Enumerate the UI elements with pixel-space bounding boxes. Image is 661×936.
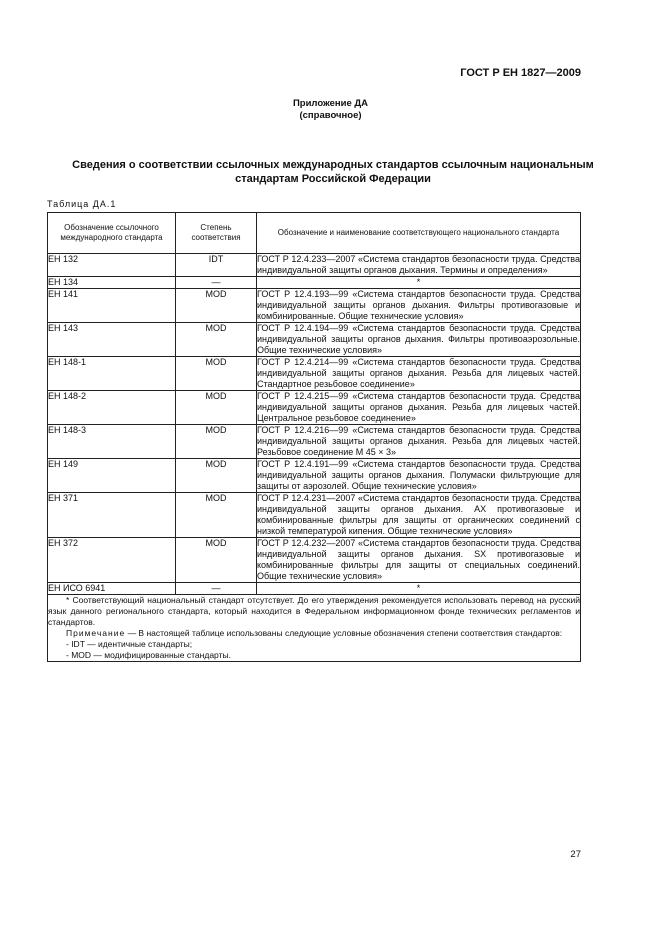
degree-cell: MOD [176,323,257,357]
national-cell: * [257,277,581,289]
ref-cell: ЕН 134 [48,277,176,289]
appendix-header [0,98,661,122]
table-row [48,323,581,357]
table-row [48,289,581,323]
degree-cell: MOD [176,289,257,323]
table-row [48,583,581,595]
heading-line-1: Сведения о соответствии ссылочных международных стандартов ссылочным национальным [72,159,594,171]
table-footer-row [48,595,581,662]
degree-cell: MOD [176,493,257,538]
degree-cell: — [176,277,257,289]
degree-cell: MOD [176,391,257,425]
column-header-ref: Обозначение ссылочного международного стандарта [48,213,176,254]
table-row [48,538,581,583]
ref-cell: ЕН 148-1 [48,357,176,391]
national-cell: ГОСТ Р 12.4.215—99 «Система стандартов безопасности труда. Средства индивидуальной защиты органов дыхания. Резьба для лицевых частей. Центральное резьбовое соединение» [257,391,580,423]
legend-item: - IDT — идентичные стандарты; [66,639,193,649]
ref-cell: ЕН 372 [48,538,176,583]
national-cell: ГОСТ Р 12.4.194—99 «Система стандартов безопасности труда. Средства индивидуальной защиты органов дыхания. Фильтры противоаэрозольные. Общие технические условия» [257,323,580,355]
table-header-row [48,213,581,254]
ref-cell: ЕН 141 [48,289,176,323]
ref-cell: ЕН 148-3 [48,425,176,459]
national-cell: ГОСТ Р 12.4.216—99 «Система стандартов безопасности труда. Средства индивидуальной защиты органов дыхания. Резьба для лицевых частей. Резьбовое соединение М 45 × 3» [257,425,580,457]
table-caption: Таблица ДА.1 [47,199,117,209]
appendix-title: Приложение ДА [292,98,369,109]
ref-cell: ЕН 149 [48,459,176,493]
document-code: ГОСТ Р ЕН 1827—2009 [460,67,581,79]
degree-cell: — [176,583,257,595]
ref-cell: ЕН 371 [48,493,176,538]
legend-item: - MOD — модифицированные стандарты. [66,650,231,660]
table-row [48,254,581,277]
table-row [48,459,581,493]
table-row [48,493,581,538]
ref-cell: ЕН 148-2 [48,391,176,425]
degree-cell: MOD [176,357,257,391]
ref-cell: ЕН 143 [48,323,176,357]
note-label: Примечание [66,628,126,638]
standards-table [47,212,581,662]
appendix-type: (справочное) [299,110,362,121]
national-cell: ГОСТ Р 12.4.214—99 «Система стандартов безопасности труда. Средства индивидуальной защиты органов дыхания. Резьба для лицевых частей. Стандартное резьбовое соединение» [257,357,580,389]
table-row [48,277,581,289]
degree-cell: MOD [176,425,257,459]
heading-line-2: стандартам Российской Федерации [235,173,431,185]
degree-cell: MOD [176,538,257,583]
degree-cell: MOD [176,459,257,493]
degree-cell: IDT [176,254,257,277]
national-cell: ГОСТ Р 12.4.233—2007 «Система стандартов безопасности труда. Средства индивидуальной защиты органов дыхания. Термины и определения» [257,254,580,275]
note [48,628,580,639]
national-cell: ГОСТ Р 12.4.232—2007 «Система стандартов безопасности труда. Средства индивидуальной защиты органов дыхания. SX противогазовые и комбинированные фильтры для защиты от специальных соединений. Общие технические условия» [257,538,580,581]
column-header-degree: Степень соответствия [176,213,257,254]
table-row [48,391,581,425]
section-heading [46,158,620,186]
note-text: — В настоящей таблице использованы следующие условные обозначения степени соответствия стандартов: [125,628,563,638]
column-header-national: Обозначение и наименование соответствующего национального стандарта [257,213,581,254]
table-row [48,357,581,391]
ref-cell: ЕН ИСО 6941 [48,583,176,595]
national-cell: * [257,583,581,595]
ref-cell: ЕН 132 [48,254,176,277]
table-row [48,425,581,459]
national-cell: ГОСТ Р 12.4.231—2007 «Система стандартов безопасности труда. Средства индивидуальной защиты органов дыхания. АХ противогазовые и комбинированные фильтры для защиты от органических соединений с низкой температурой кипения. Общие технические условия» [257,493,580,536]
footnote: * Соответствующий национальный стандарт отсутствует. До его утверждения рекомендуется использовать перевод на русский язык данного регионального стандарта, который находится в Федеральном информационном фонде технических регламентов и стандартов. [48,595,580,627]
table-footer-cell [48,595,581,662]
page-number: 27 [570,849,581,860]
national-cell: ГОСТ Р 12.4.191—99 «Система стандартов безопасности труда. Средства индивидуальной защиты органов дыхания. Полумаски фильтрующие для защиты от аэрозолей. Общие технические условия» [257,459,580,491]
national-cell: ГОСТ Р 12.4.193—99 «Система стандартов безопасности труда. Средства индивидуальной защиты органов дыхания. Фильтры противогазовые и комбинированные. Общие технические условия» [257,289,580,321]
